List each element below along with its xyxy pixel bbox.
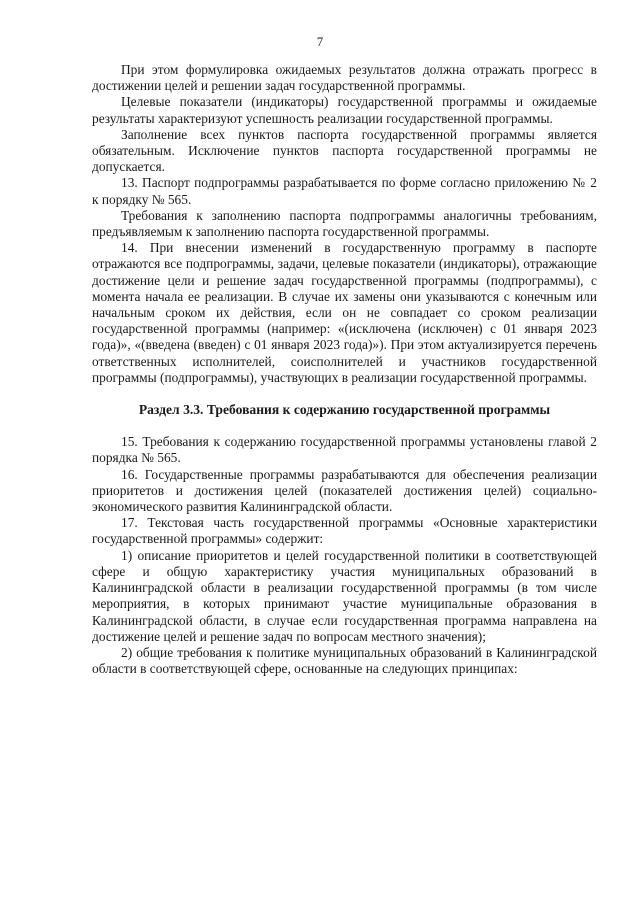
paragraph-item-15: 15. Требования к содержанию государственной программы установлены главой 2 порядка № 565. xyxy=(92,434,597,466)
paragraph-item-13: 13. Паспорт подпрограммы разрабатывается по форме согласно приложению № 2 к порядку № 565. xyxy=(92,175,597,207)
paragraph-item-17: 17. Текстовая часть государственной программы «Основные характеристики государственной программы» содержит: xyxy=(92,515,597,547)
paragraph-item-14: 14. При внесении изменений в государственную программу в паспорте отражаются все подпрограммы, задачи, целевые показатели (индикаторы), отражающие достижение цели и решение задач государственной программы (подпрограммы), с момента начала ее реализации. В случае их замены они указываются с конечным или начальным сроком их действия, если он не совпадает со сроком реализации государственной программы (например: «(исключена (исключен) с 01 января 2023 года)», «(введена (введен) с 01 января 2023 года)»). При этом актуализируется перечень ответственных исполнителей, соисполнителей и участников государственной программы (подпрограммы), участвующих в реализации государственной программы. xyxy=(92,240,597,385)
paragraph-subprogram-passport-requirements: Требования к заполнению паспорта подпрограммы аналогичны требованиям, предъявляемым к заполнению паспорта государственной программы. xyxy=(92,207,597,240)
section-heading: Раздел 3.3. Требования к содержанию государственной программы xyxy=(138,402,551,418)
paragraph-subitem-2: 2) общие требования к политике муниципальных образований в Калининградской области в соответствующей сфере, основанные на следующих принципах: xyxy=(92,644,597,677)
paragraph-item-16: 16. Государственные программы разрабатываются для обеспечения реализации приоритетов и достижения целей (показателей достижения целей) социально-экономического развития Калининградской области. xyxy=(92,466,597,515)
paragraph-target-indicators: Целевые показатели (индикаторы) государственной программы и ожидаемые результаты характеризуют успешность реализации государственной программы. xyxy=(92,94,597,126)
paragraph-subitem-1: 1) описание приоритетов и целей государственной политики в соответствующей сфере и общую характеристику участия муниципальных образований в Калининградской области в реализации государственной программы (в том числе мероприятия, в которых принимают участие муниципальные образования в Калининградской области, в случае если государственная программа направлена на достижение целей и решение задач по вопросам местного значения); xyxy=(92,547,597,644)
paragraph-expected-results: При этом формулировка ожидаемых результатов должна отражать прогресс в достижении целей и решении задач государственной программы. xyxy=(92,62,597,94)
paragraph-passport-completion: Заполнение всех пунктов паспорта государственной программы является обязательным. Исключение пунктов паспорта государственной программы не допускается. xyxy=(92,126,597,175)
document-body xyxy=(92,62,597,677)
page-number: 7 xyxy=(316,34,324,49)
